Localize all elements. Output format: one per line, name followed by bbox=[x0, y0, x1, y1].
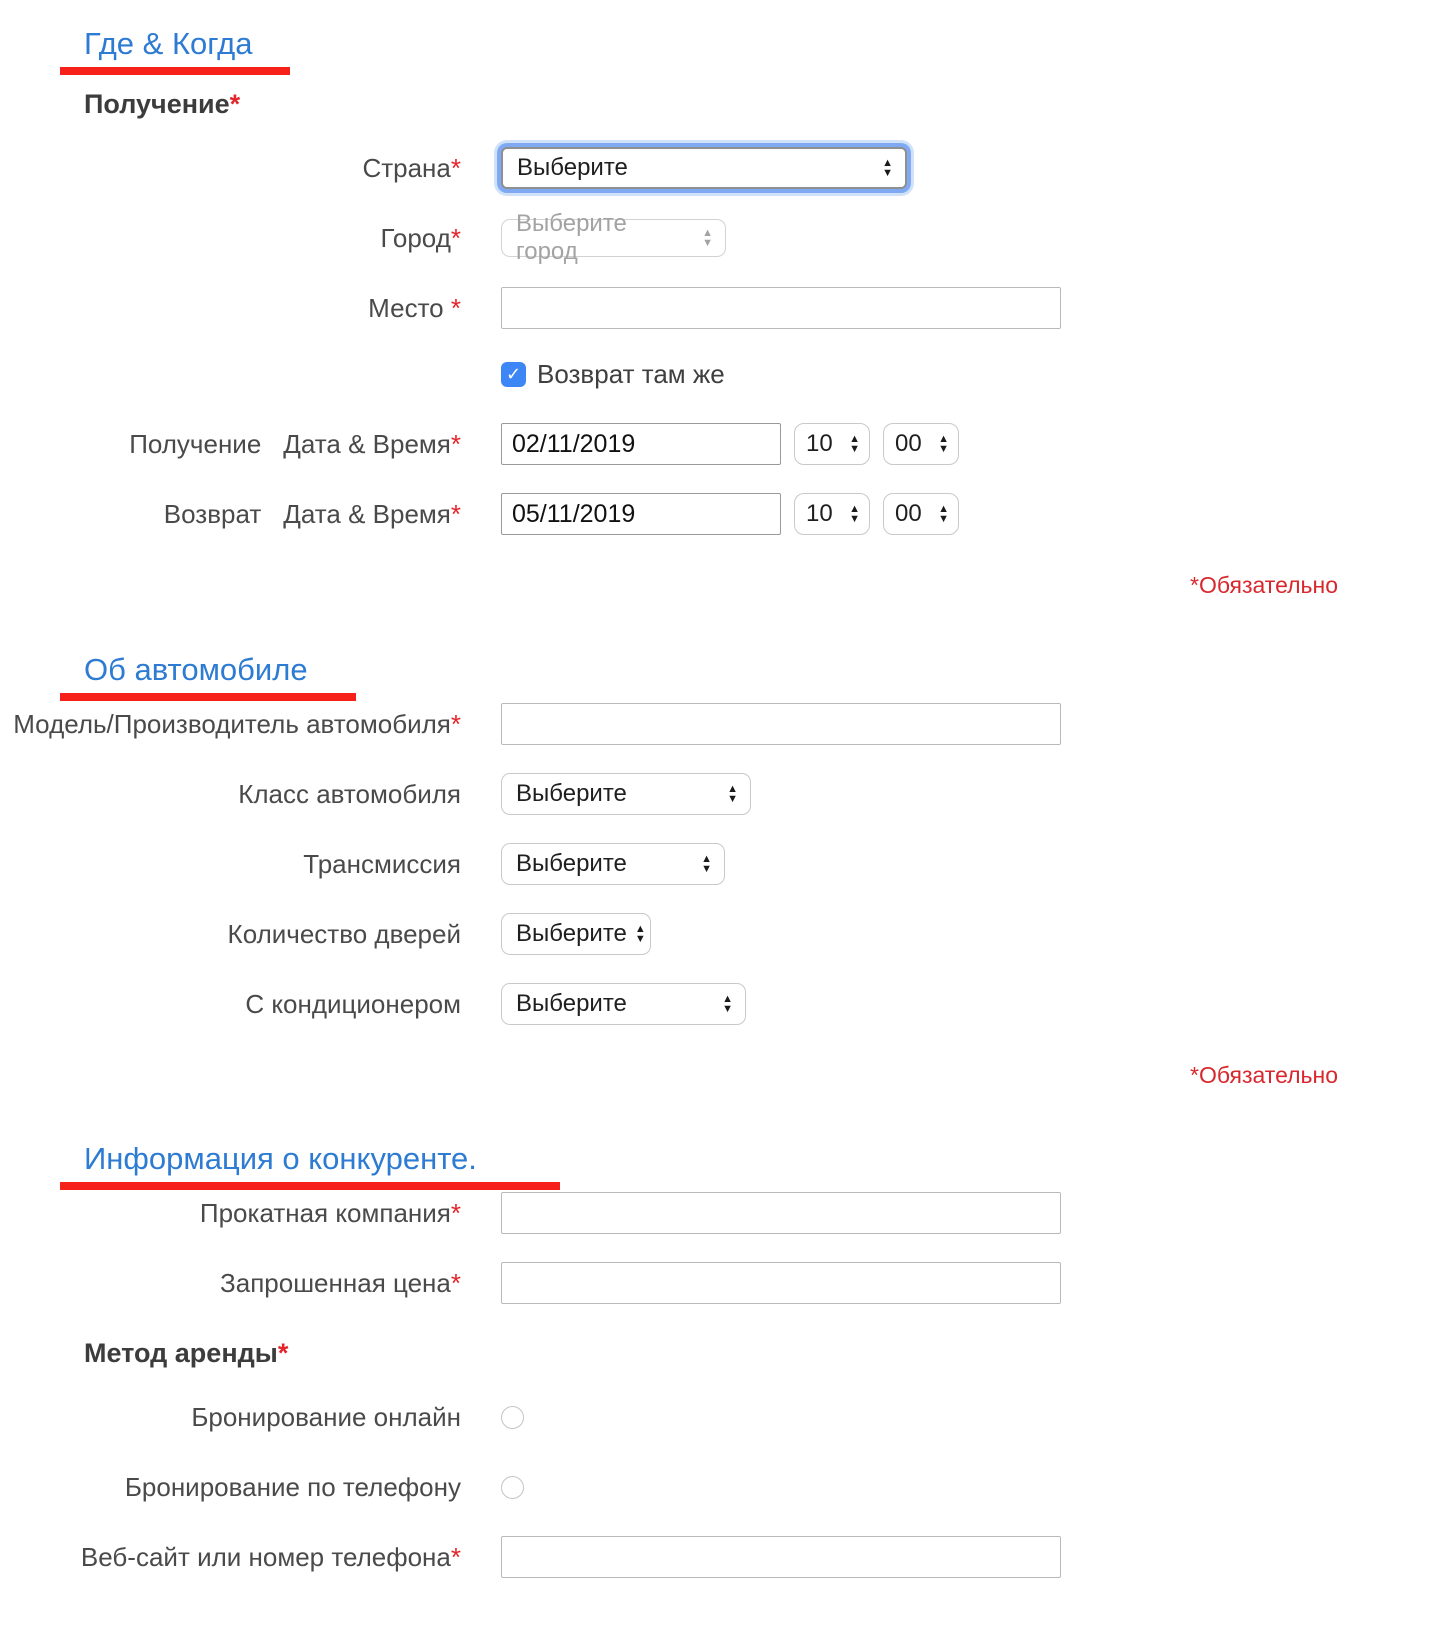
place-label: Место * bbox=[368, 293, 461, 323]
pickup-minute-select[interactable] bbox=[883, 423, 959, 465]
field-row-aircon bbox=[0, 981, 1445, 1027]
transmission-label: Трансмиссия bbox=[303, 849, 461, 879]
field-row-model bbox=[0, 701, 1445, 747]
phone-booking-label: Бронирование по телефону bbox=[124, 1472, 461, 1502]
field-row-return-datetime bbox=[0, 491, 1445, 537]
field-row-pickup-datetime bbox=[0, 421, 1445, 467]
field-row-doors bbox=[0, 911, 1445, 957]
select-spinner-arrows-icon bbox=[701, 854, 712, 874]
rental-method-subheading: Метод аренды* bbox=[84, 1338, 289, 1368]
field-row-country bbox=[0, 145, 1445, 191]
price-label: Запрошенная цена* bbox=[220, 1268, 461, 1298]
select-spinner-arrows-icon bbox=[849, 434, 860, 454]
select-spinner-arrows-icon bbox=[938, 434, 949, 454]
website-input[interactable] bbox=[501, 1536, 1061, 1578]
field-row-city bbox=[0, 210, 1445, 265]
website-label: Веб-сайт или номер телефона* bbox=[80, 1542, 461, 1572]
field-row-price bbox=[0, 1260, 1445, 1306]
same-return-label: Возврат там же bbox=[537, 358, 725, 389]
online-booking-label: Бронирование онлайн bbox=[191, 1402, 461, 1432]
country-select[interactable] bbox=[501, 147, 907, 189]
model-input[interactable] bbox=[501, 703, 1061, 745]
model-label: Модель/Производитель автомобиля* bbox=[13, 709, 461, 739]
section-title-competitor: Информация о конкуренте. bbox=[84, 1141, 477, 1176]
return-hour-select[interactable] bbox=[794, 493, 870, 535]
select-spinner-arrows-icon bbox=[702, 228, 713, 248]
return-datetime-label: Возврат Дата & Время* bbox=[163, 499, 461, 529]
car-class-select[interactable] bbox=[501, 773, 751, 815]
phone-booking-radio[interactable] bbox=[501, 1476, 524, 1499]
place-input[interactable] bbox=[501, 287, 1061, 329]
pickup-datetime-label: Получение Дата & Время* bbox=[129, 429, 461, 459]
pickup-minute-value: 00 bbox=[895, 430, 922, 457]
car-class-value: Выберите bbox=[516, 780, 627, 807]
select-spinner-arrows-icon bbox=[635, 924, 646, 944]
select-spinner-arrows-icon bbox=[849, 504, 860, 524]
red-underline bbox=[60, 1182, 560, 1190]
pickup-hour-select[interactable] bbox=[794, 423, 870, 465]
select-spinner-arrows-icon bbox=[722, 994, 733, 1014]
pickup-subheading: Получение* bbox=[84, 89, 241, 119]
return-minute-select[interactable] bbox=[883, 493, 959, 535]
return-hour-value: 10 bbox=[806, 500, 833, 527]
red-underline bbox=[60, 693, 356, 701]
pickup-hour-value: 10 bbox=[806, 430, 833, 457]
field-row-company bbox=[0, 1190, 1445, 1236]
aircon-select[interactable] bbox=[501, 983, 746, 1025]
return-date-input[interactable] bbox=[501, 493, 781, 535]
red-underline bbox=[60, 67, 290, 75]
required-note: *Обязательно bbox=[1190, 1062, 1338, 1088]
field-row-website bbox=[0, 1534, 1445, 1580]
city-select[interactable] bbox=[501, 210, 726, 265]
car-class-label: Класс автомобиля bbox=[238, 779, 461, 809]
field-row-same-return bbox=[0, 351, 1445, 397]
doors-value: Выберите bbox=[516, 920, 627, 947]
company-input[interactable] bbox=[501, 1192, 1061, 1234]
doors-label: Количество дверей bbox=[227, 919, 461, 949]
pickup-date-input[interactable] bbox=[501, 423, 781, 465]
same-return-checkbox[interactable] bbox=[501, 362, 526, 387]
section-title-where-when: Где & Когда bbox=[84, 26, 253, 61]
transmission-value: Выберите bbox=[516, 850, 627, 877]
field-row-online-booking bbox=[0, 1394, 1445, 1440]
aircon-label: С кондиционером bbox=[245, 989, 461, 1019]
aircon-value: Выберите bbox=[516, 990, 627, 1017]
field-row-phone-booking bbox=[0, 1464, 1445, 1510]
field-row-transmission bbox=[0, 841, 1445, 887]
country-label: Страна* bbox=[362, 153, 461, 183]
section-title-about-car: Об автомобиле bbox=[84, 652, 308, 687]
return-minute-value: 00 bbox=[895, 500, 922, 527]
select-spinner-arrows-icon bbox=[882, 158, 893, 178]
country-select-value: Выберите bbox=[517, 154, 628, 181]
city-select-value: Выберите город bbox=[516, 210, 627, 265]
company-label: Прокатная компания* bbox=[199, 1198, 461, 1228]
field-row-place bbox=[0, 285, 1445, 331]
field-row-car-class bbox=[0, 771, 1445, 817]
required-note: *Обязательно bbox=[1190, 572, 1338, 598]
transmission-select[interactable] bbox=[501, 843, 725, 885]
online-booking-radio[interactable] bbox=[501, 1406, 524, 1429]
city-label: Город* bbox=[380, 223, 461, 253]
select-spinner-arrows-icon bbox=[727, 784, 738, 804]
select-spinner-arrows-icon bbox=[938, 504, 949, 524]
doors-select[interactable] bbox=[501, 913, 651, 955]
price-input[interactable] bbox=[501, 1262, 1061, 1304]
